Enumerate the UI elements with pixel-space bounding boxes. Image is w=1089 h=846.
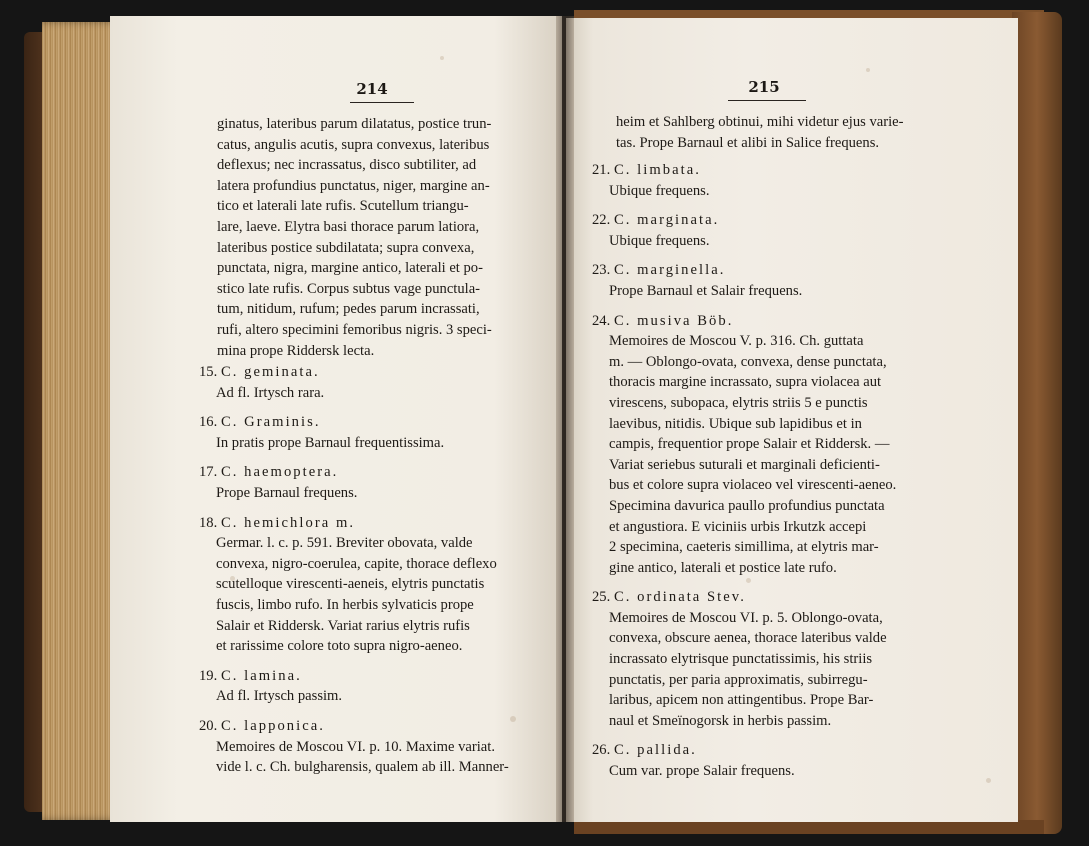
entry-text: bus et colore supra violaceo vel virescenti-aeneo. [609,477,897,494]
entry-number: 25. [592,589,611,606]
left-page [110,16,562,822]
entry-text: Specimina davurica paullo profundius punctata [609,497,885,514]
right-page [566,18,1018,822]
entry-text: Ad fl. Irtysch rara. [216,384,325,401]
foxing-spot [866,68,870,72]
entry-heading [199,362,509,383]
entry-number: 24. [592,312,611,329]
entry-number: 18. [199,514,218,531]
species-name: C. limbata. [614,162,701,178]
text-line: catus, angulis acutis, supra convexus, lateribus [217,136,490,153]
entry-text: Prope Barnaul frequens. [216,484,358,501]
entry-heading [592,740,896,761]
page-number-rule [728,100,806,101]
species-name: C. Graminis. [221,414,321,431]
entry-text: Prope Barnaul et Salair frequens. [609,282,803,299]
entry-text: Variat seriebus suturali et marginali deficienti- [609,456,880,473]
entry-text: Memoires de Moscou V. p. 316. Ch. guttata [609,333,864,350]
entry-text: punctatis, per paria approximatis, subirregu- [609,671,868,688]
entry-number: 20. [199,717,218,734]
entry-heading [592,260,896,281]
entry-number: 16. [199,414,218,431]
species-name: C. ordinata Stev. [614,589,746,606]
species-name: C. pallida. [614,742,697,759]
entry-text: incrassato elytrisque punctatissimis, his striis [609,651,873,668]
entry-number: 23. [592,262,611,279]
entry-text: In pratis prope Barnaul frequentissima. [216,434,445,451]
entry-text: virescens, subopaca, elytris striis 5 e punctis [609,394,868,411]
entry-text: laevibus, nitidis. Ubique sub lapidibus et in [609,415,862,432]
entry-text: convexa, nigro-coerulea, capite, thorace deflexo [216,555,497,572]
entry-text: et angustiora. E viciniis urbis Irkutzk accepi [609,518,867,535]
entry-text: Ubique frequens. [609,232,710,249]
left-text-block [217,114,492,361]
species-name: C. geminata. [221,364,320,380]
right-entries [592,160,896,782]
entry-heading [199,666,509,687]
entry-heading [592,587,896,608]
text-line: rufi, altero specimini femoribus nigris. 3 speci- [217,321,492,338]
entry-text: vide l. c. Ch. bulgharensis, qualem ab ill. Manner- [216,759,509,776]
entry-text: 2 specimina, caeteris simillima, at elytris mar- [609,539,879,556]
species-name: C. lapponica. [221,717,325,734]
entry-number: 19. [199,667,218,684]
entry-text: et rarissime colore toto supra nigro-aeneo. [216,638,463,655]
text-line: lateribus postice subdilatata; supra convexa, [217,239,475,256]
text-line: tas. Prope Barnaul et alibi in Salice frequens. [616,134,880,151]
entry-heading [199,716,509,737]
entry-heading [592,160,896,181]
entry-text: Ad fl. Irtysch passim. [216,688,343,705]
entry-number: 17. [199,464,218,481]
page-number-right: 215 [748,78,780,96]
text-line: mina prope Riddersk lecta. [217,342,375,359]
entry-text: thoracis margine incrassato, supra violacea aut [609,374,882,391]
entry-text: convexa, obscure aenea, thorace lateribus valde [609,630,887,647]
text-line: deflexus; nec incrassatus, disco subtiliter, ad [217,157,477,174]
entry-heading [199,513,509,534]
entry-heading [199,412,509,433]
text-line: lare, laeve. Elytra basi thorace parum latiora, [217,218,480,235]
entry-text: Salair et Riddersk. Variat rarius elytris rufis [216,617,470,634]
text-line: ginatus, lateribus parum dilatatus, postice trun- [217,116,492,132]
text-line: heim et Sahlberg obtinui, mihi videtur ejus varie- [616,114,904,130]
text-line: latera profundius punctatus, niger, margine an- [217,177,490,194]
entry-text: campis, frequentior prope Salair et Riddersk. — [609,436,890,453]
species-name: C. marginella. [614,262,726,279]
text-line: punctata, nigra, margine antico, laterali et po- [217,260,483,277]
entry-heading [592,210,896,231]
foxing-spot [440,56,444,60]
species-name: C. lamina. [221,667,302,684]
right-cover [1012,12,1062,834]
entry-heading [199,462,509,483]
entry-text: Germar. l. c. p. 591. Breviter obovata, valde [216,535,473,552]
entry-text: fuscis, limbo rufo. In herbis sylvaticis prope [216,596,474,613]
text-line: tico et laterali late rufis. Scutellum triangu- [217,198,469,215]
entry-text: Ubique frequens. [609,182,710,199]
right-cover-bottom [574,820,1044,834]
text-line: stico late rufis. Corpus subtus vage punctula- [217,280,481,297]
entry-heading [592,311,896,332]
entry-number: 21. [592,162,611,178]
species-name: C. marginata. [614,212,720,229]
species-name: C. haemoptera. [221,464,339,481]
entry-text: laribus, apicem non attingentibus. Prope Bar- [609,692,874,709]
entry-number: 26. [592,742,611,759]
species-name: C. hemichlora m. [221,514,356,531]
page-number-left: 214 [356,80,388,98]
text-line: tum, nitidum, rufum; pedes parum incrassati, [217,301,480,318]
entry-text: Cum var. prope Salair frequens. [609,763,795,780]
entry-number: 22. [592,212,611,229]
entry-text: gine antico, laterali et postice late rufo. [609,559,837,576]
book-gutter [556,16,574,822]
foxing-spot [510,716,516,722]
entry-text: naul et Smeïnogorsk in herbis passim. [609,712,832,729]
entry-text: Memoires de Moscou VI. p. 5. Oblongo-ovata, [609,609,883,626]
species-name: C. musiva Böb. [614,312,734,329]
entry-text: scutelloque virescenti-aeneis, elytris punctatis [216,576,485,593]
entry-number: 15. [199,364,218,380]
foxing-spot [986,778,991,783]
entry-text: Memoires de Moscou VI. p. 10. Maxime variat. [216,738,495,755]
right-text-block [616,112,904,153]
left-entries [199,362,509,778]
page-number-rule [350,102,414,103]
entry-text: m. — Oblongo-ovata, convexa, dense punctata, [609,353,887,370]
